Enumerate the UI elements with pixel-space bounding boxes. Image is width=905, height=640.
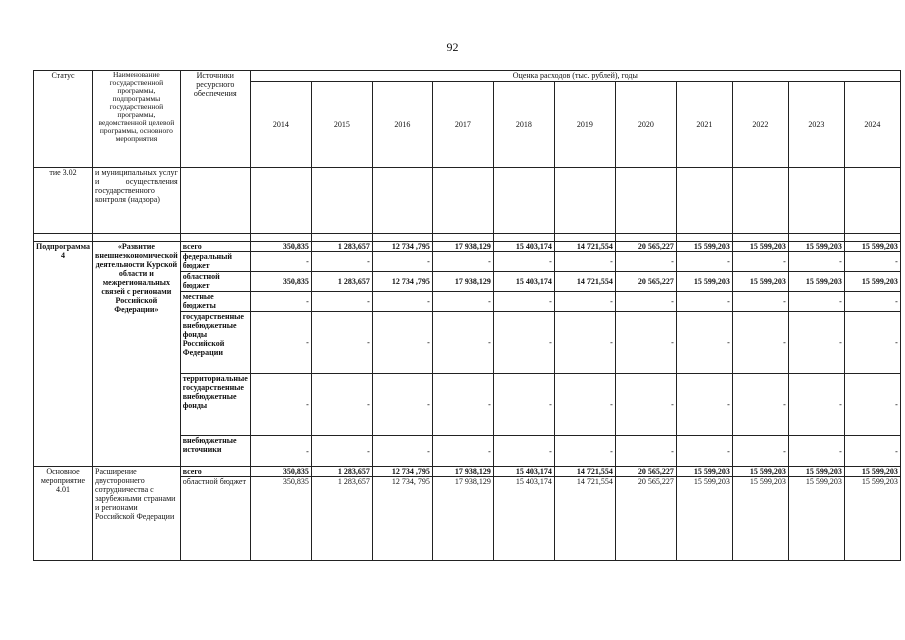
value-cell: - (676, 312, 732, 374)
value-cell: - (554, 252, 615, 272)
value-cell: - (732, 312, 788, 374)
value-cell: 15 599,203 (732, 242, 788, 252)
value-cell: - (311, 252, 372, 272)
event-name: Расширение двустороннего сотрудничества с зарубежными странами и регионами Российской Федерации (93, 467, 181, 561)
value-cell: 15 599,203 (788, 272, 844, 292)
year-cell: 2019 (554, 82, 615, 168)
header-status: Статус (34, 71, 93, 168)
table-row (34, 467, 901, 477)
table-row (34, 242, 901, 252)
value-cell: - (554, 312, 615, 374)
header-name: Наименование государственной программы, подпрограммы государственной программы, ведомственной целевой программы, основного мероприятия (93, 71, 181, 168)
value-cell: 15 403,174 (493, 467, 554, 477)
subprogram-name: «Развитие внешнеэкономической деятельности Курской области и межрегиональных связей с регионами Российской Федерации» (93, 242, 181, 467)
value-cell: - (311, 436, 372, 467)
value-cell: - (788, 312, 844, 374)
value-cell: 17 938,129 (432, 242, 493, 252)
value-cell: - (493, 312, 554, 374)
value-cell: 15 403,174 (493, 477, 554, 561)
value-cell: 12 734, 795 (372, 477, 432, 561)
subprogram-status: Подпрограмма 4 (34, 242, 93, 467)
value-cell: 1 283,657 (311, 242, 372, 252)
value-cell: 1 283,657 (311, 467, 372, 477)
value-cell: 15 599,203 (844, 467, 900, 477)
header-estimate: Оценка расходов (тыс. рублей), годы (250, 71, 900, 82)
value-cell: - (788, 374, 844, 436)
value-cell: - (432, 374, 493, 436)
value-cell: 15 599,203 (676, 467, 732, 477)
value-cell: - (844, 312, 900, 374)
source-label: областной бюджет (180, 477, 250, 561)
value-cell: - (432, 292, 493, 312)
value-cell: - (615, 292, 676, 312)
value-cell: 14 721,554 (554, 467, 615, 477)
value-cell: - (372, 436, 432, 467)
value-cell: - (493, 252, 554, 272)
source-label: местные бюджеты (180, 292, 250, 312)
value-cell: 350,835 (250, 242, 311, 252)
value-cell: 20 565,227 (615, 467, 676, 477)
value-cell: - (615, 252, 676, 272)
value-cell: 15 599,203 (788, 242, 844, 252)
value-cell: - (311, 312, 372, 374)
value-cell: 15 403,174 (493, 272, 554, 292)
value-cell: - (615, 374, 676, 436)
page-number: 92 (446, 40, 459, 54)
value-cell: - (250, 252, 311, 272)
value-cell: 20 565,227 (615, 272, 676, 292)
value-cell: - (788, 252, 844, 272)
value-cell: 20 565,227 (615, 477, 676, 561)
year-cell: 2022 (732, 82, 788, 168)
value-cell: - (788, 292, 844, 312)
value-cell: 1 283,657 (311, 272, 372, 292)
source-label: областной бюджет (180, 272, 250, 292)
value-cell: 14 721,554 (554, 272, 615, 292)
source-label: территориальные государственные внебюджетные фонды (180, 374, 250, 436)
value-cell: 15 599,203 (788, 477, 844, 561)
value-cell: 12 734 ,795 (372, 242, 432, 252)
year-cell: 2014 (250, 82, 311, 168)
value-cell: - (250, 292, 311, 312)
value-cell: - (250, 436, 311, 467)
year-cell: 2021 (676, 82, 732, 168)
year-cell: 2020 (615, 82, 676, 168)
value-cell: 12 734 ,795 (372, 467, 432, 477)
value-cell: - (250, 374, 311, 436)
value-cell: - (676, 374, 732, 436)
value-cell: 15 599,203 (844, 242, 900, 252)
value-cell: - (372, 292, 432, 312)
value-cell: 15 599,203 (676, 477, 732, 561)
header-sources: Источники ресурсного обеспечения (180, 71, 250, 168)
value-cell: 17 938,129 (432, 477, 493, 561)
year-cell: 2015 (311, 82, 372, 168)
year-cell: 2017 (432, 82, 493, 168)
value-cell: - (432, 436, 493, 467)
cont-status: тие 3.02 (34, 168, 93, 234)
value-cell: - (311, 292, 372, 312)
value-cell: 15 599,203 (676, 272, 732, 292)
value-cell: - (844, 374, 900, 436)
value-cell: - (732, 292, 788, 312)
value-cell: - (250, 312, 311, 374)
value-cell: - (493, 436, 554, 467)
value-cell: 350,835 (250, 477, 311, 561)
value-cell: - (844, 436, 900, 467)
value-cell: 15 599,203 (732, 477, 788, 561)
value-cell: 20 565,227 (615, 242, 676, 252)
cont-name: и муниципальных услуг и осуществления государственного контроля (надзора) (93, 168, 181, 234)
value-cell: 15 403,174 (493, 242, 554, 252)
value-cell: 350,835 (250, 467, 311, 477)
value-cell: - (788, 436, 844, 467)
value-cell: - (844, 252, 900, 272)
source-label: всего (180, 467, 250, 477)
source-label: государственные внебюджетные фонды Российской Федерации (180, 312, 250, 374)
value-cell: - (615, 312, 676, 374)
year-cell: 2016 (372, 82, 432, 168)
value-cell: 15 599,203 (844, 477, 900, 561)
value-cell: - (676, 436, 732, 467)
value-cell: - (615, 436, 676, 467)
event-status: Основное мероприятие 4.01 (34, 467, 93, 561)
value-cell: - (372, 374, 432, 436)
value-cell: 1 283,657 (311, 477, 372, 561)
spacer-row (34, 234, 901, 242)
value-cell: 14 721,554 (554, 242, 615, 252)
value-cell: - (732, 436, 788, 467)
source-label: всего (180, 242, 250, 252)
year-cell: 2024 (844, 82, 900, 168)
value-cell: - (554, 292, 615, 312)
value-cell: - (372, 252, 432, 272)
value-cell: - (554, 436, 615, 467)
value-cell: - (844, 292, 900, 312)
value-cell: - (311, 374, 372, 436)
value-cell: 15 599,203 (676, 242, 732, 252)
value-cell: 17 938,129 (432, 467, 493, 477)
value-cell: - (372, 312, 432, 374)
year-cell: 2018 (493, 82, 554, 168)
value-cell: - (676, 252, 732, 272)
value-cell: 350,835 (250, 272, 311, 292)
value-cell: - (732, 252, 788, 272)
budget-table (33, 70, 901, 561)
value-cell: - (493, 292, 554, 312)
value-cell: 12 734 ,795 (372, 272, 432, 292)
continuation-row (34, 168, 901, 234)
value-cell: 15 599,203 (844, 272, 900, 292)
value-cell: - (432, 252, 493, 272)
value-cell: - (493, 374, 554, 436)
value-cell: 15 599,203 (732, 467, 788, 477)
value-cell: 15 599,203 (732, 272, 788, 292)
value-cell: 14 721,554 (554, 477, 615, 561)
source-label: федеральный бюджет (180, 252, 250, 272)
header-row (34, 71, 901, 82)
source-label: внебюджетные источники (180, 436, 250, 467)
value-cell: - (676, 292, 732, 312)
value-cell: - (732, 374, 788, 436)
value-cell: - (432, 312, 493, 374)
value-cell: 15 599,203 (788, 467, 844, 477)
value-cell: - (554, 374, 615, 436)
year-cell: 2023 (788, 82, 844, 168)
value-cell: 17 938,129 (432, 272, 493, 292)
